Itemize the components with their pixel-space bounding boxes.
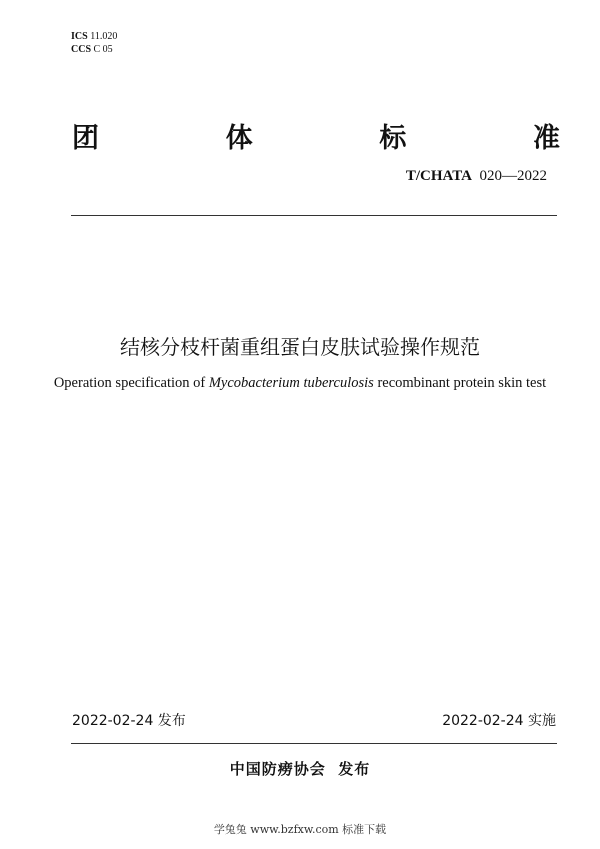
ccs-code bbox=[71, 43, 117, 56]
standard-type-heading bbox=[72, 116, 560, 155]
watermark: 学兔兔 www.bzfxw.com 标准下载 bbox=[213, 823, 387, 836]
heading-char: 团 bbox=[72, 123, 99, 154]
implement-date: 2022-02-24 实施 bbox=[442, 713, 556, 729]
top-divider bbox=[71, 215, 557, 216]
classification-codes bbox=[71, 30, 117, 56]
heading-char: 体 bbox=[225, 123, 253, 154]
title-english bbox=[0, 375, 600, 392]
ccs-label: CCS bbox=[71, 44, 92, 55]
publisher: 中国防痨协会 发布 bbox=[229, 760, 371, 778]
standard-number bbox=[406, 168, 547, 185]
ics-label: ICS bbox=[71, 31, 88, 42]
ics-code bbox=[71, 30, 117, 43]
title-chinese: 结核分枝杆菌重组蛋白皮肤试验操作规范 bbox=[120, 335, 480, 359]
ics-value: 11.020 bbox=[90, 31, 118, 42]
title-en-species: Mycobacterium tuberculosis bbox=[208, 375, 374, 391]
ccs-value: C 05 bbox=[93, 44, 113, 55]
heading-char: 准 bbox=[532, 123, 560, 154]
title-en-part: recombinant protein skin test bbox=[373, 375, 547, 391]
bottom-divider bbox=[71, 743, 557, 744]
heading-char: 标 bbox=[379, 123, 407, 154]
standard-prefix: T/CHATA bbox=[405, 168, 472, 184]
publish-date: 2022-02-24 发布 bbox=[72, 713, 186, 729]
title-en-part: Operation specification of bbox=[53, 375, 209, 391]
standard-code: 020—2022 bbox=[479, 168, 547, 184]
